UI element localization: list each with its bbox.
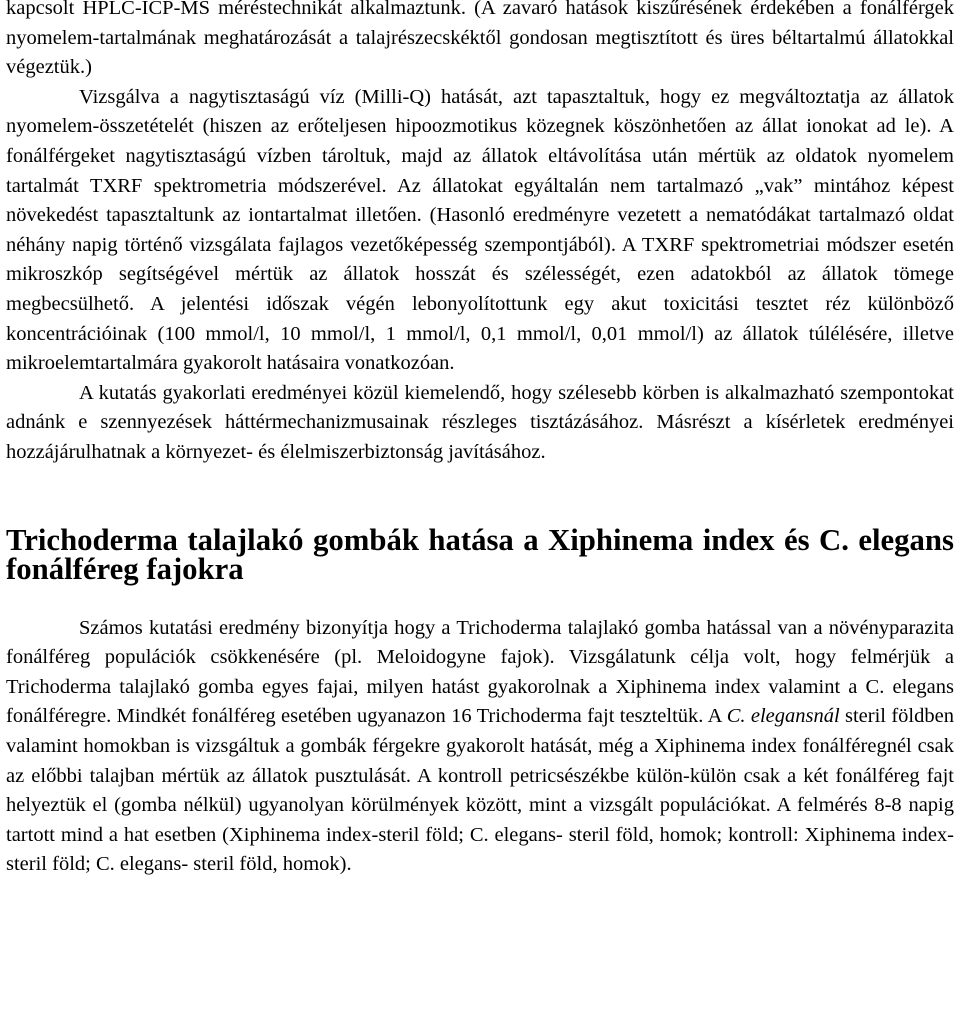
paragraph-text-part-1: Számos kutatási eredmény bizonyítja hogy a Trichoderma talajlakó gomba hatással van a növényparazita fonálféreg populációk csökkenésére (pl. Meloidogyne fajok). Vizsgálatunk célja volt, hogy felmérjük a Trichoderma talajlakó gomba egyes fajai, milyen hatást gyakorolnak a Xiphinema index valamint a C. elegans fonálféregre. Mindkét fonálféreg esetében ugyanazon 16 Trichoderma fajt teszteltük. A [6,616,954,728]
document-page [6,0,954,880]
paragraph-milliq-experiment: Vizsgálva a nagytisztaságú víz (Milli-Q) hatását, azt tapasztaltuk, hogy ez megváltoztatja az állatok nyomelem-összetételét (hiszen az erőteljesen hipoozmotikus közegnek köszönhetően az állat ionokat ad le). A fonálférgeket nagytisztaságú vízben tároltuk, majd az állatok eltávolítása után mértük az oldatok nyomelem tartalmát TXRF spektrometria módszerével. Az állatokat egyáltalán nem tartalmazó „vak” mintához képest növekedést tapasztaltunk az iontartalmat illetően. (Hasonló eredményre vezetett a nematódákat tartalmazó oldat néhány napig történő vizsgálata fajlagos vezetőképesség szempontjából). A TXRF spektrometriai módszer esetén mikroszkóp segítségével mértük az állatok hosszát és szélességét, ezen adatokból az állatok tömege megbecsülhető. A jelentési időszak végén lebonyolítottunk egy akut toxicitási tesztet réz különböző koncentrációinak (100 mmol/l, 10 mmol/l, 1 mmol/l, 0,1 mmol/l, 0,01 mmol/l) az állatok túlélésére, illetve mikroelemtartalmára gyakorolt hatásaira vonatkozóan. [6,85,954,375]
paragraph-practical-results: A kutatás gyakorlati eredményei közül kiemelendő, hogy szélesebb körben is alkalmazható szempontokat adnánk e szennyezések háttérmechanizmusainak részleges tisztázásához. Másrészt a kísérletek eredményei hozzájárulhatnak a környezet- és élelmiszerbiztonság javításához. [6,381,954,463]
paragraph-text-part-2: steril földben valamint homokban is vizsgáltuk a gombák férgekre gyakorolt hatását, még a Xiphinema index fonálféregnél csak az előbbi talajban mértük az állatok pusztulását. A kontroll petricsészékbe külön-külön csak a két fonálféreg fajt helyeztük el (gomba nélkül) ugyanolyan körülmények között, mint a vizsgált populációkat. A felmérés 8-8 napig tartott mind a hat esetben (Xiphinema index-steril föld; C. elegans- steril föld, homok; kontroll: Xiphinema index-steril föld; C. elegans- steril föld, homok). [6,705,954,876]
italic-species-term: C. elegansnál [726,705,840,728]
paragraph-methods-continued: kapcsolt HPLC-ICP-MS méréstechnikát alkalmaztunk. (A zavaró hatások kiszűrésének érdekében a fonálférgek nyomelem-tartalmának meghatározását a talajrészecskéktől gondosan megtisztított és üres béltartalmú állatokkal végeztük.) [6,0,954,79]
section-heading-trichoderma: Trichoderma talajlakó gombák hatása a Xiphinema index és C. elegans fonálféreg fajokra [6,522,954,587]
paragraph-trichoderma-study [6,614,954,880]
